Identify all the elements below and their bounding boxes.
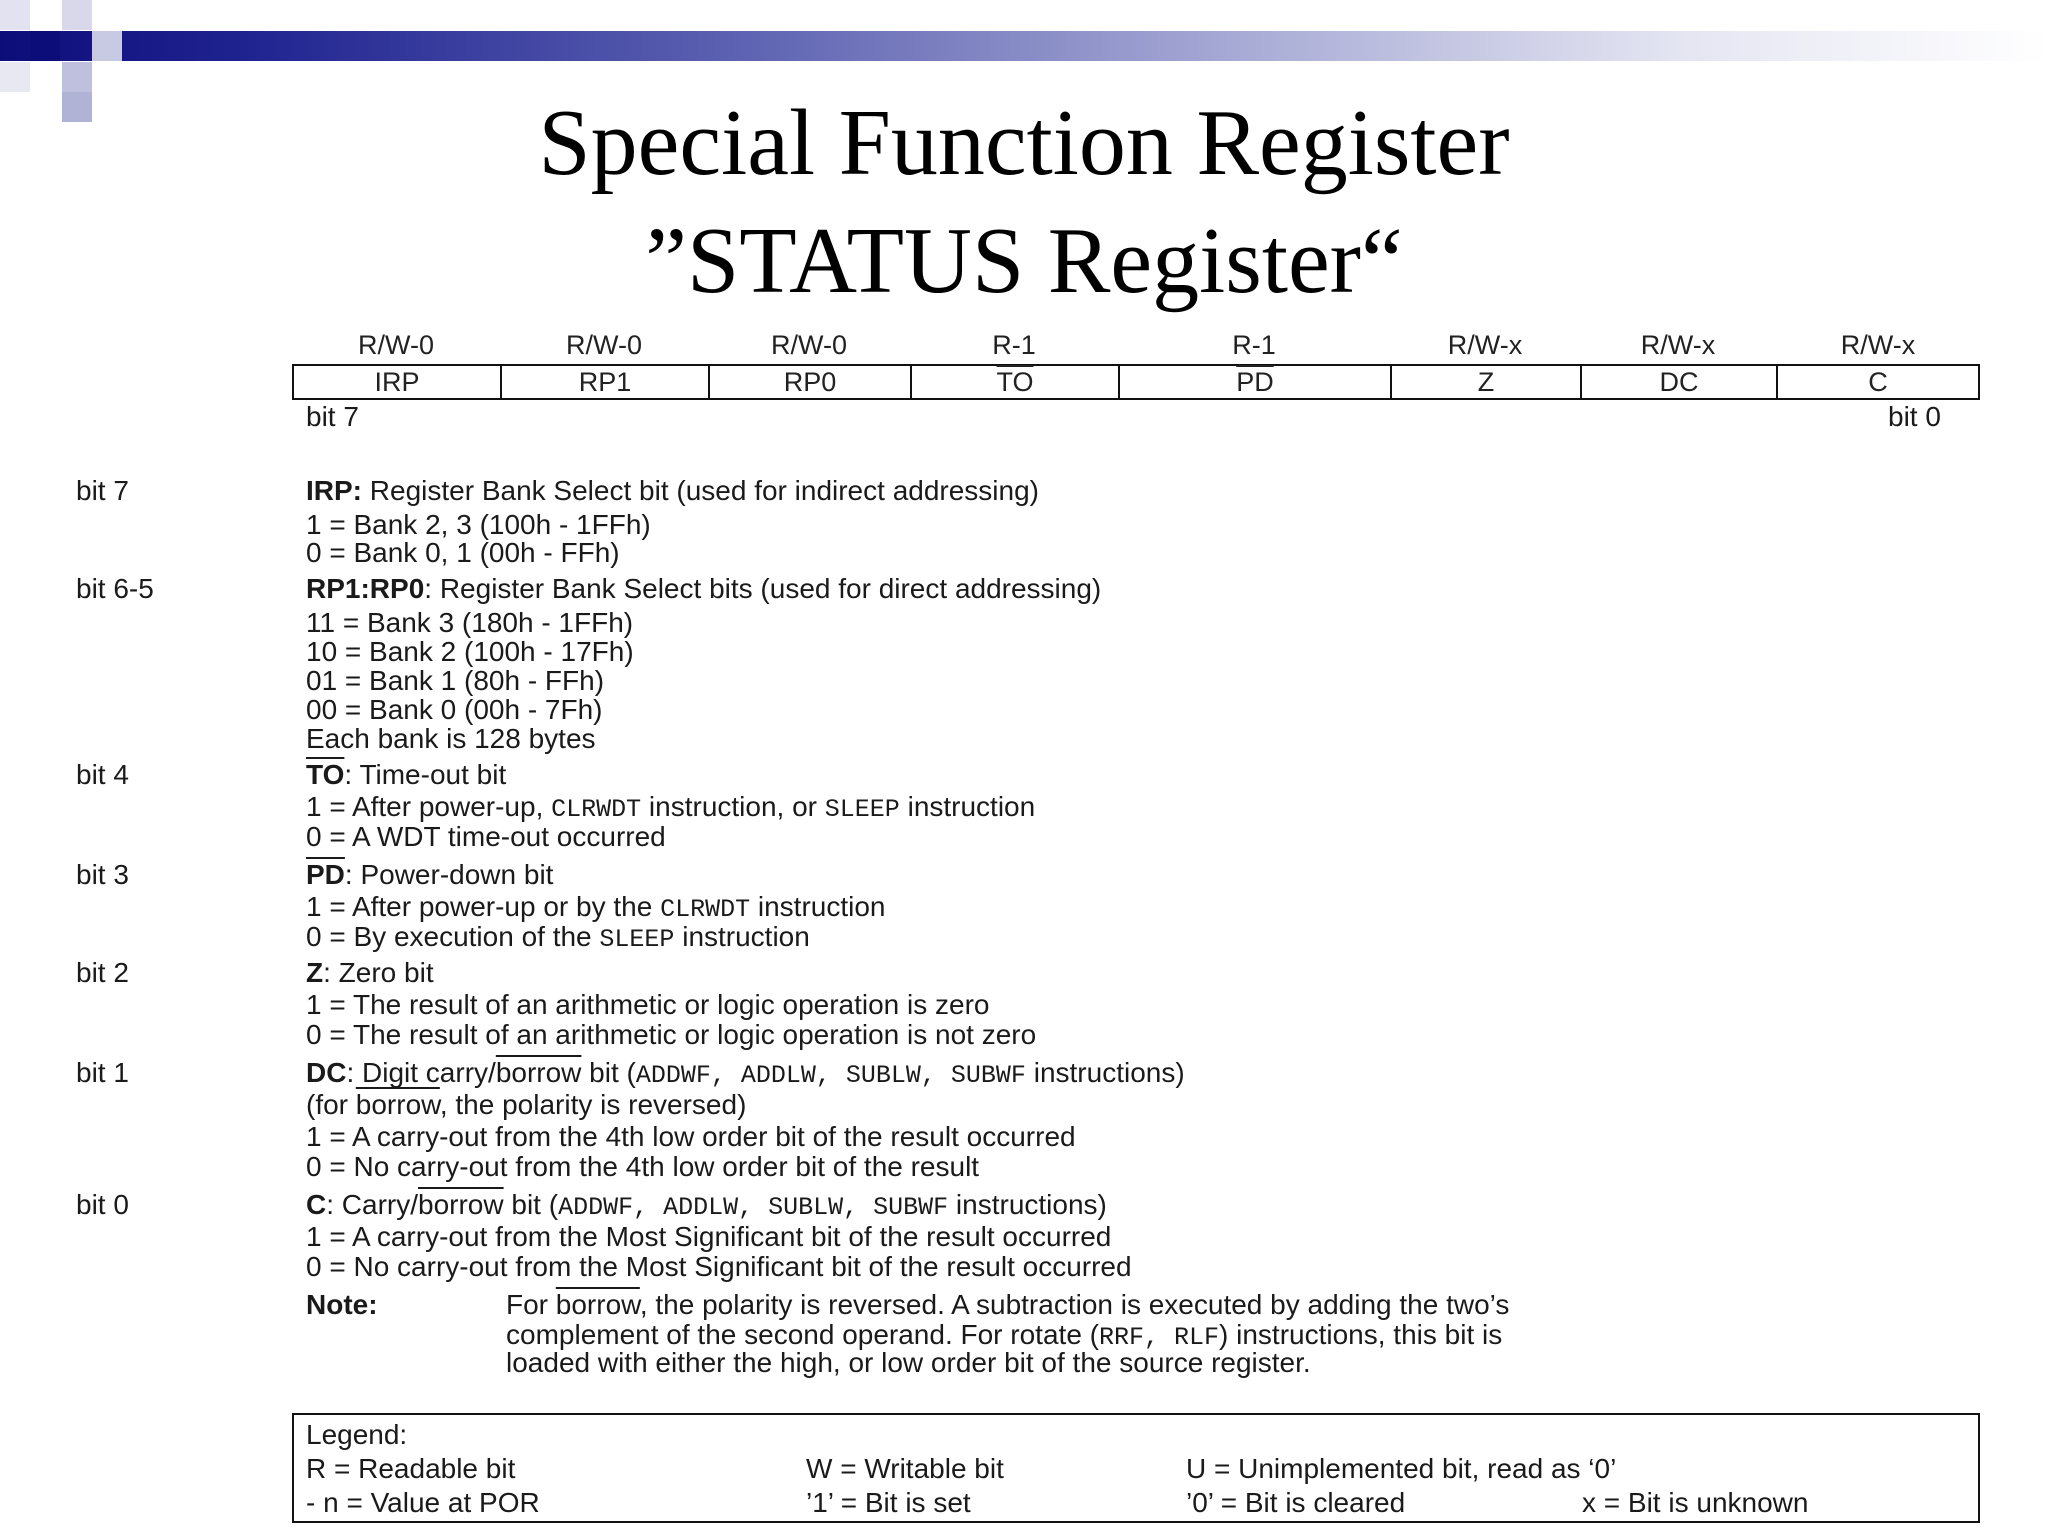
register-cell-z: Z	[1392, 366, 1582, 398]
instruction-mnemonic: SLEEP	[599, 925, 675, 954]
text: (for	[306, 1089, 356, 1120]
bit-desc-text: : Power-down bit	[344, 859, 554, 890]
text: borrow	[495, 1057, 582, 1088]
bit-name: DC	[306, 1057, 347, 1088]
deco-square	[92, 31, 122, 61]
bit-description	[306, 758, 506, 792]
bit-label: bit 3	[76, 859, 129, 890]
access-label: R-1	[992, 330, 1036, 360]
legend-title: Legend:	[306, 1419, 408, 1450]
bit-description	[306, 956, 434, 990]
bit-label: bit 1	[76, 1057, 129, 1088]
text: bit (	[581, 1057, 636, 1088]
text: , the polarity is reversed)	[439, 1089, 747, 1120]
register-cell-rp1: RP1	[502, 366, 710, 398]
bit-label: bit 4	[76, 759, 129, 790]
bit-desc-text: : Register Bank Select bits (used for direct addressing)	[424, 573, 1102, 604]
bit-value-line	[306, 1088, 746, 1122]
text: 1 = After power-up or by the	[306, 891, 661, 922]
note-line	[506, 1288, 1509, 1322]
bit-desc-text: Register Bank Select bit (used for indirect addressing)	[362, 475, 1039, 506]
bit-value-line: 0 = A WDT time-out occurred	[306, 821, 666, 852]
text: borrow	[418, 1189, 504, 1220]
register-bit-table	[292, 364, 1980, 400]
deco-square	[0, 0, 30, 30]
bit-lsb-label: bit 0	[1888, 401, 1941, 432]
text: borrow	[355, 1089, 440, 1120]
instruction-mnemonic: CLRWDT	[551, 795, 642, 824]
legend-entry: ’0’ = Bit is cleared	[1186, 1487, 1406, 1518]
text: instructions)	[1025, 1057, 1185, 1088]
bit-label: bit 0	[76, 1189, 129, 1220]
bit-value-line: 1 = A carry-out from the Most Significant bit of the result occurred	[306, 1221, 1112, 1252]
access-label: R/W-x	[1840, 330, 1916, 360]
bit-name: $\overline{PD}$	[306, 859, 345, 890]
register-cell-irp: IRP	[294, 366, 502, 398]
access-label: R/W-0	[357, 330, 434, 360]
bit-description	[306, 572, 1101, 606]
text: For	[506, 1289, 556, 1320]
text: ) instructions, this bit is	[1219, 1319, 1503, 1350]
note-label: Note:	[306, 1289, 378, 1320]
bit-label: bit 2	[76, 957, 129, 988]
text: instruction	[674, 921, 810, 952]
bit-label: bit 6-5	[76, 573, 154, 604]
deco-square	[62, 0, 92, 30]
text: instruction	[899, 791, 1036, 822]
access-label: R-1	[1232, 330, 1276, 360]
text: : Digit carry/	[346, 1057, 496, 1088]
register-cell-pd: $\overline{PD}$	[1120, 366, 1392, 398]
bit-name: Z	[306, 957, 324, 988]
bit-value-line: 00 = Bank 0 (00h - 7Fh)	[306, 694, 603, 725]
slide-title-line1: Special Function Register	[538, 91, 1510, 195]
bit-name: C	[306, 1189, 327, 1220]
bit-description	[306, 474, 1039, 508]
text: instructions)	[948, 1189, 1107, 1220]
register-cell-rp0: RP0	[710, 366, 912, 398]
bit-description	[306, 858, 553, 892]
bit-value-line: 0 = The result of an arithmetic or logic operation is not zero	[306, 1019, 1037, 1050]
access-label: R/W-x	[1447, 330, 1523, 360]
register-cell-c: C	[1868, 367, 1888, 397]
bit-msb-label: bit 7	[306, 401, 359, 432]
legend-entry: U = Unimplemented bit, read as ‘0’	[1186, 1453, 1617, 1484]
text: instruction, or	[641, 791, 825, 822]
bit-value-line: 01 = Bank 1 (80h - FFh)	[306, 665, 605, 696]
bit-value-line: 0 = No carry-out from the 4th low order bit of the result	[306, 1151, 980, 1182]
bit-value-line: Each bank is 128 bytes	[306, 723, 596, 754]
bit-name: RP1:RP0	[306, 573, 425, 604]
note-line: loaded with either the high, or low order bit of the source register.	[506, 1347, 1311, 1378]
text: : Carry/	[326, 1189, 419, 1220]
access-label: R/W-x	[1640, 330, 1716, 360]
deco-square	[30, 31, 60, 61]
bit-value-line: 0 = No carry-out from the Most Significant bit of the result occurred	[306, 1251, 1132, 1282]
instruction-mnemonic: SLEEP	[824, 795, 900, 824]
bit-value-line: 1 = A carry-out from the 4th low order bit of the result occurred	[306, 1121, 1076, 1152]
bit-value-line: 0 = Bank 0, 1 (00h - FFh)	[306, 537, 620, 568]
legend-entry: W = Writable bit	[806, 1453, 1004, 1484]
text: borrow	[555, 1289, 640, 1320]
instruction-mnemonic: RRF, RLF	[1099, 1323, 1220, 1352]
bit-desc-text: : Zero bit	[323, 957, 434, 988]
text: bit (	[503, 1189, 559, 1220]
text: complement of the second operand. For rotate (	[506, 1319, 1099, 1350]
text: 0 = By execution of the	[306, 921, 600, 952]
access-label: R/W-0	[565, 330, 642, 360]
bit-value-line: 10 = Bank 2 (100h - 17Fh)	[306, 636, 634, 667]
text: , the polarity is reversed. A subtraction is executed by adding the two’s	[639, 1289, 1510, 1320]
slide-title-line2: ”STATUS Register“	[645, 209, 1403, 313]
bit-desc-text: : Time-out bit	[344, 759, 507, 790]
legend-entry: ’1’ = Bit is set	[806, 1487, 971, 1518]
instruction-mnemonic: ADDWF, ADDLW, SUBLW, SUBWF	[558, 1193, 949, 1222]
bit-value-line: 1 = The result of an arithmetic or logic operation is zero	[306, 989, 990, 1020]
legend-entry: - n = Value at POR	[306, 1487, 540, 1518]
legend-entry: R = Readable bit	[306, 1453, 516, 1484]
access-label: R/W-0	[770, 330, 847, 360]
register-cell-dc: DC	[1582, 366, 1778, 398]
bit-value-line: 11 = Bank 3 (180h - 1FFh)	[306, 607, 634, 638]
bit-value-line: 1 = Bank 2, 3 (100h - 1FFh)	[306, 509, 651, 540]
header-gradient-bar	[0, 31, 2048, 61]
instruction-mnemonic: CLRWDT	[660, 895, 751, 924]
text: instruction	[750, 891, 886, 922]
bit-name: IRP:	[306, 475, 362, 506]
bit-value-line	[306, 920, 810, 957]
text: 1 = After power-up,	[306, 791, 552, 822]
instruction-mnemonic: ADDWF, ADDLW, SUBLW, SUBWF	[635, 1061, 1026, 1090]
bit-name: $\overline{TO}$	[306, 759, 345, 790]
register-cell-to: $\overline{TO}$	[912, 366, 1120, 398]
legend-entry: x = Bit is unknown	[1582, 1487, 1809, 1518]
bit-label: bit 7	[76, 475, 129, 506]
